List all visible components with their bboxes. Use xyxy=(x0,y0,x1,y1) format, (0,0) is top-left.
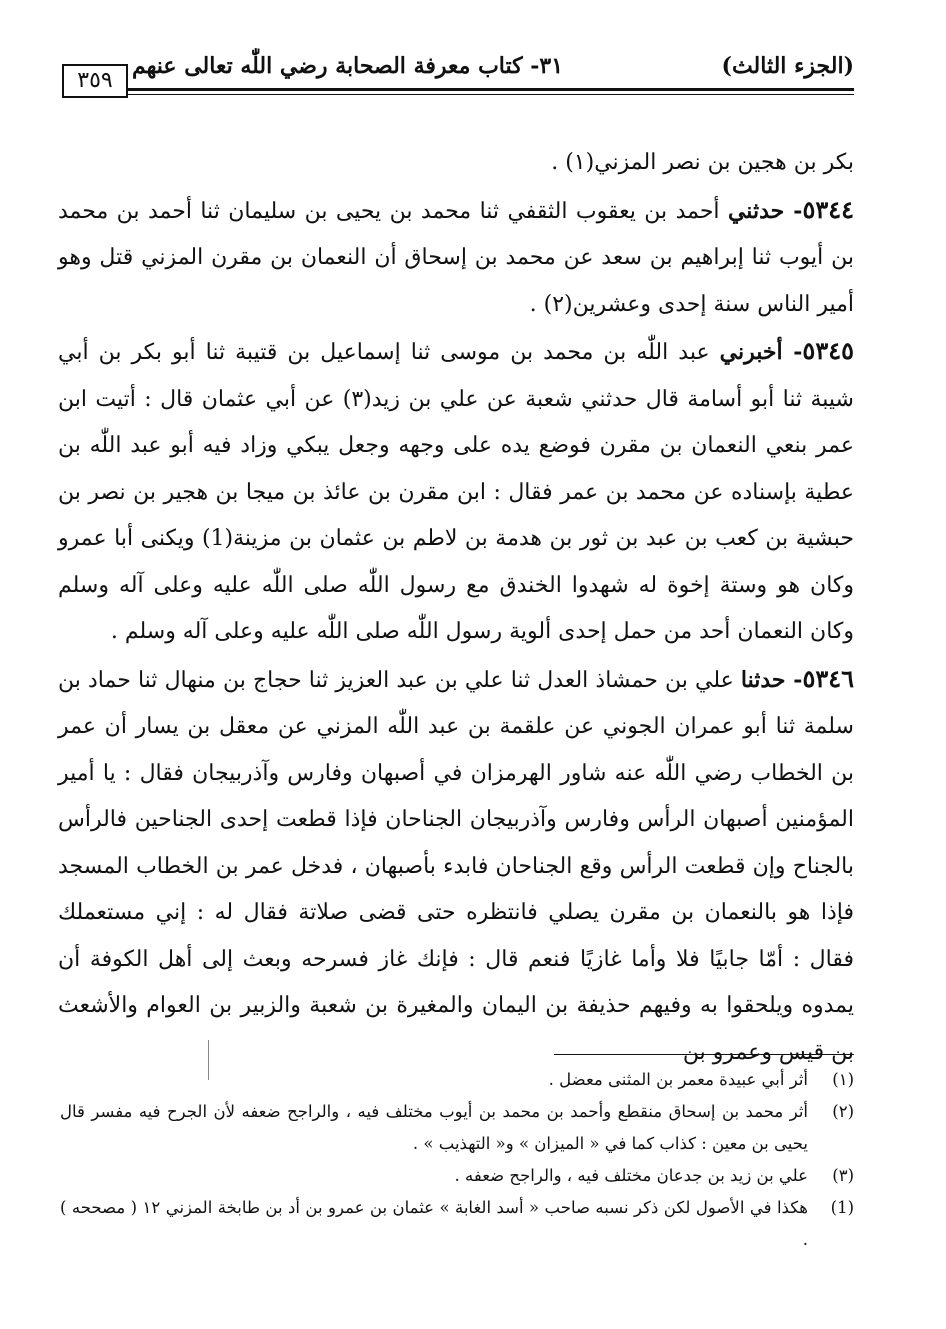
footnote-text: أثر محمد بن إسحاق منقطع وأحمد بن محمد بن أيوب مختلف فيه ، والراجح ضعفه لأن الجرح فيه مفسر قال يحيى بن معين : كذاب كما في « الميزان » و« التهذيب » . xyxy=(60,1102,808,1153)
paragraph xyxy=(58,138,854,187)
footnote-text: أثر أبي عبيدة معمر بن المثنى معضل . xyxy=(548,1070,808,1089)
hadith-keyword: - حدثنا xyxy=(740,666,803,693)
paragraph xyxy=(58,656,854,1077)
footnote xyxy=(60,1096,854,1160)
hadith-number: ٥٣٤٦ xyxy=(802,663,854,693)
header-title-row xyxy=(132,52,854,80)
hadith-keyword: - حدثني xyxy=(727,197,803,224)
main-text xyxy=(58,138,854,1076)
hadith-number: ٥٣٤٤ xyxy=(802,194,854,224)
volume-label: (الجزء الثالث) xyxy=(721,53,854,79)
page-header xyxy=(62,52,854,98)
chapter-title: ٣١- كتاب معرفة الصحابة رضي اللّٰه تعالى عنهم xyxy=(132,53,564,79)
footnotes xyxy=(60,1064,854,1256)
paragraph-text: علي بن حمشاذ العدل ثنا علي بن عبد العزيز ثنا حجاج بن منهال ثنا حماد بن سلمة ثنا أبو عمران الجوني عن علقمة بن عبد اللّٰه المزني عن معقل بن يسار أن عمر بن الخطاب رضي اللّٰه عنه شاور الهرمزان في أصبهان وفارس وآذربيجان فقال : يا أمير المؤمنين أصبهان الرأس وفارس وآذربيجان الجناحان فإذا قطعت إحدى الجناحين فالرأس بالجناح وإن قطعت الرأس وقع الجناحان فابدء بأصبهان ، فدخل عمر بن الخطاب المسجد فإذا هو بالنعمان بن مقرن يصلي فانتظره حتى قضى صلاتة فقال له : إني مستعملك فقال : أمّا جابيًا فلا وأما غازيًا فنعم قال : فإنك غاز فسرحه وبعث إلى أهل الكوفة أن يمدوه ويلحقوا به وفيهم حذيفة بن اليمان والمغيرة بن شعبة والزبير بن العوام والأشعث بن قيس وعمرو بن xyxy=(58,667,854,1065)
hadith-number: ٥٣٤٥ xyxy=(802,336,854,365)
paragraph xyxy=(58,187,854,329)
footnote-mark: (٢) xyxy=(832,1102,854,1121)
footnote xyxy=(60,1160,854,1192)
footnote-text: هكذا في الأصول لكن ذكر نسبه صاحب « أسد الغابة » عثمان بن عمرو بن أد بن طابخة المزني ١٢ ( مصححه ) . xyxy=(60,1198,809,1249)
footnote xyxy=(60,1192,854,1256)
header-rule-thin xyxy=(124,94,854,95)
footnote-mark: (٣) xyxy=(832,1166,854,1185)
footnote xyxy=(60,1064,854,1096)
paragraph-text: أحمد بن يعقوب الثقفي ثنا محمد بن يحيى بن سليمان ثنا أحمد بن محمد بن أيوب ثنا إبراهيم بن سعد عن محمد بن إسحاق أن النعمان بن مقرن المزني قتل وهو أمير الناس سنة إحدى وعشرين(٢) . xyxy=(58,198,854,317)
paragraph xyxy=(58,328,854,656)
paragraph-text: بكر بن هجين بن نصر المزني(١) . xyxy=(551,150,854,175)
footnote-mark: (1) xyxy=(830,1198,854,1217)
header-rule-thick xyxy=(124,88,854,91)
footnote-text: علي بن زيد بن جدعان مختلف فيه ، والراجح ضعفه . xyxy=(454,1166,808,1185)
footnote-separator xyxy=(554,1054,854,1055)
paragraph-text: عبد اللّٰه بن محمد بن موسى ثنا إسماعيل بن قتيبة ثنا أبو بكر بن أبي شيبة ثنا أبو أسامة قال حدثني شعبة عن علي بن زيد(٣) عن أبي عثمان قال : أتيت ابن عمر بنعي النعمان بن مقرن فوضع يده على وجهه وجعل يبكي وزاد فيه أبو عبد اللّٰه بن عطية بإسناده عن محمد بن عمر فقال : ابن مقرن بن عائذ بن ميجا بن هجير بن نصر بن حبشية بن كعب بن عبد بن ثور بن هدمة بن لاطم بن عثمان بن مزينة(1) ويكنى أبا عمرو وكان هو وستة إخوة له شهدوا الخندق مع رسول اللّٰه صلى اللّٰه عليه وعلى آله وسلم وكان النعمان أحد من حمل إحدى ألوية رسول اللّٰه صلى اللّٰه عليه وعلى آله وسلم . xyxy=(58,340,854,644)
hadith-keyword: - أخبرني xyxy=(719,339,803,365)
footnote-mark: (١) xyxy=(832,1070,854,1089)
page-number: ٣٥٩ xyxy=(62,64,128,98)
